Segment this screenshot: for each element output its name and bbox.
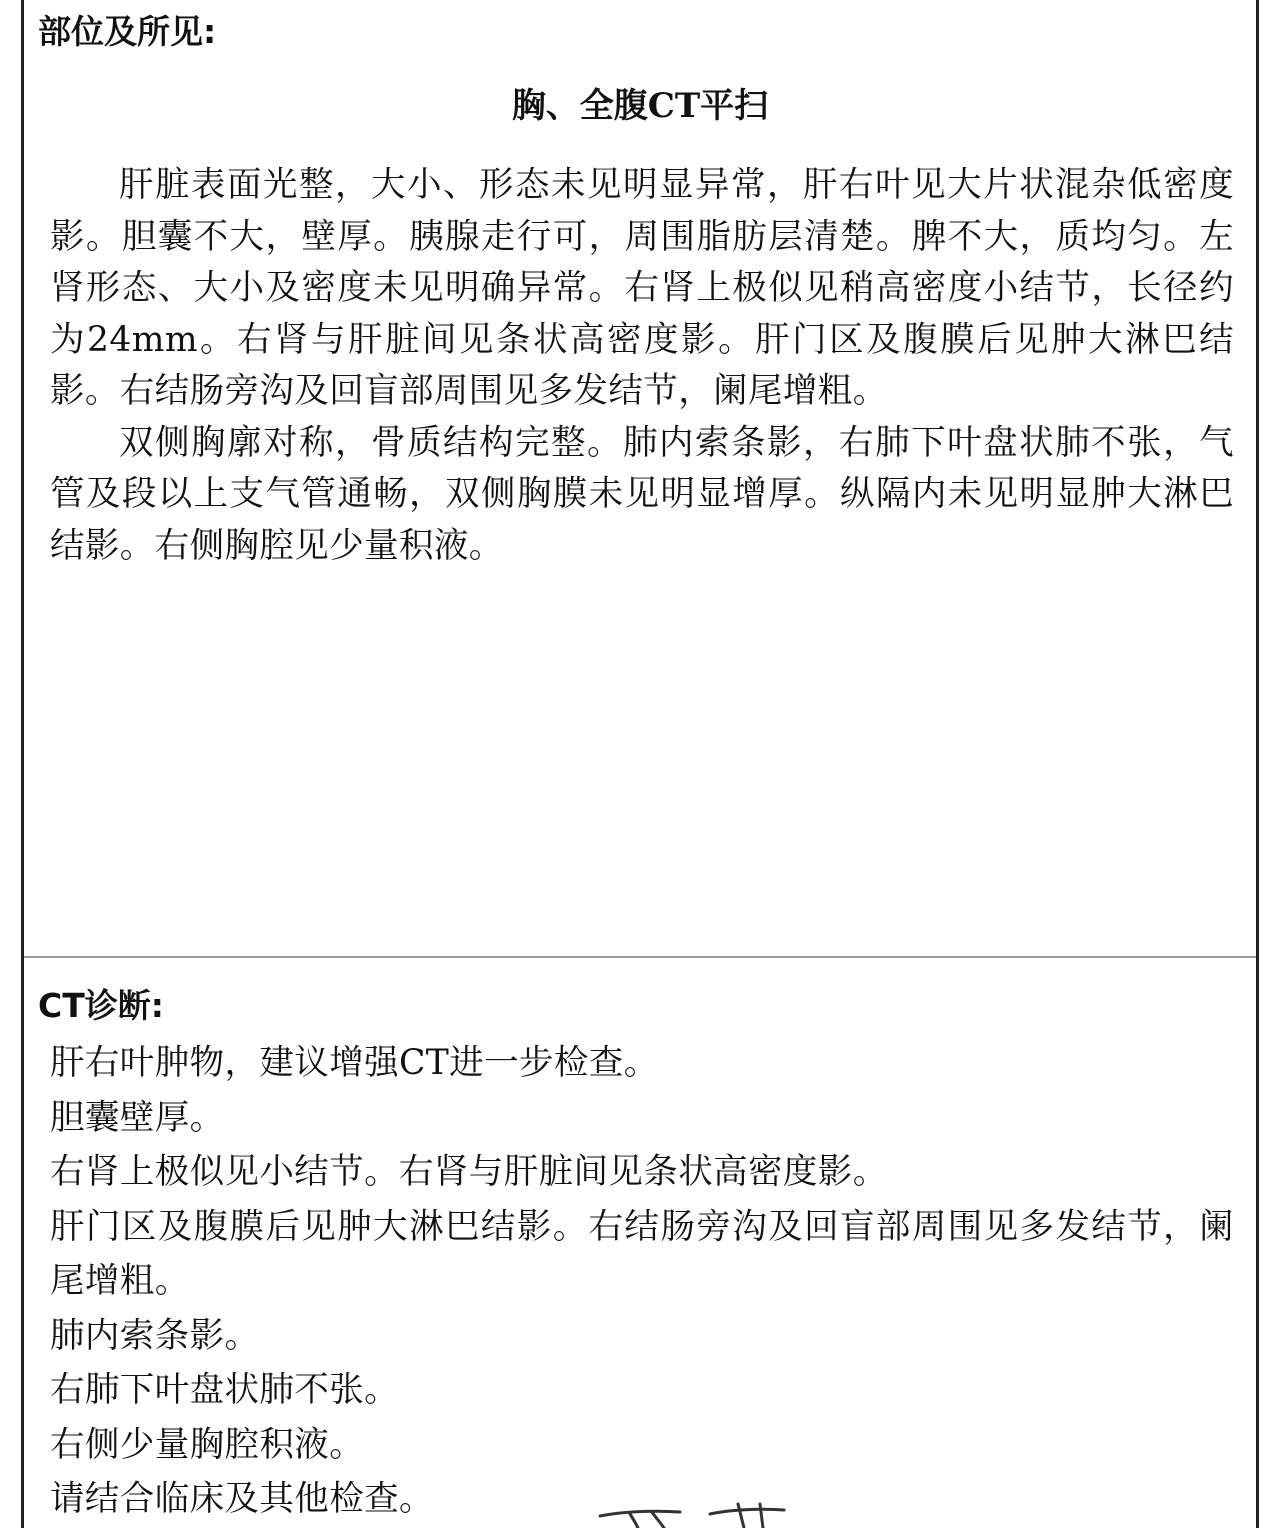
ct-report [21,0,1259,1528]
signature-stroke [738,1504,744,1528]
signature-stroke [760,1504,763,1528]
signature-stroke [600,1511,680,1516]
diagnosis-heading: CT诊断: [38,986,164,1025]
diagnosis-list [50,1036,1234,1527]
handwritten-signature-mark [560,1490,820,1528]
diagnosis-item: 肝右叶肿物，建议增强CT进一步检查。 [50,1043,659,1083]
signature-stroke [710,1509,784,1514]
signature-stroke [630,1514,638,1528]
diagnosis-item: 请结合临床及其他检查。 [50,1479,434,1519]
findings-text [50,160,1234,572]
diagnosis-item: 右侧少量胸腔积液。 [50,1424,365,1465]
findings-paragraph-chest: 双侧胸廓对称，骨质结构完整。肺内索条影，右肺下叶盘状肺不张，气管及段以上支气管通畅，双侧胸膜未见明显增厚。纵隔内未见明显肿大淋巴结影。右侧胸腔见少量积液。 [50,422,1234,566]
diagnosis-item: 胆囊壁厚。 [50,1097,225,1138]
signature-stroke [652,1512,664,1528]
section-divider [24,956,1256,958]
diagnosis-item: 肺内索条影。 [50,1315,260,1356]
findings-paragraph-abdomen: 肝脏表面光整，大小、形态未见明显异常，肝右叶见大片状混杂低密度影。胆囊不大，壁厚。胰腺走行可，周围脂肪层清楚。脾不大，质均匀。左肾形态、大小及密度未见明确异常。右肾上极似见稍高密度小结节，长径约为24mm。右肾与肝脏间见条状高密度影。肝门区及腹膜后见肿大淋巴结影。右结肠旁沟及回盲部周围见多发结节，阑尾增粗。 [50,165,1234,411]
findings-heading: 部位及所见: [38,12,217,51]
diagnosis-item: 右肾上极似见小结节。右肾与肝脏间见条状高密度影。 [50,1152,888,1192]
exam-title: 胸、全腹CT平扫 [511,86,769,126]
diagnosis-item: 肝门区及腹膜后见肿大淋巴结影。右结肠旁沟及回盲部周围见多发结节，阑尾增粗。 [50,1206,1234,1301]
diagnosis-item: 右肺下叶盘状肺不张。 [50,1370,399,1410]
